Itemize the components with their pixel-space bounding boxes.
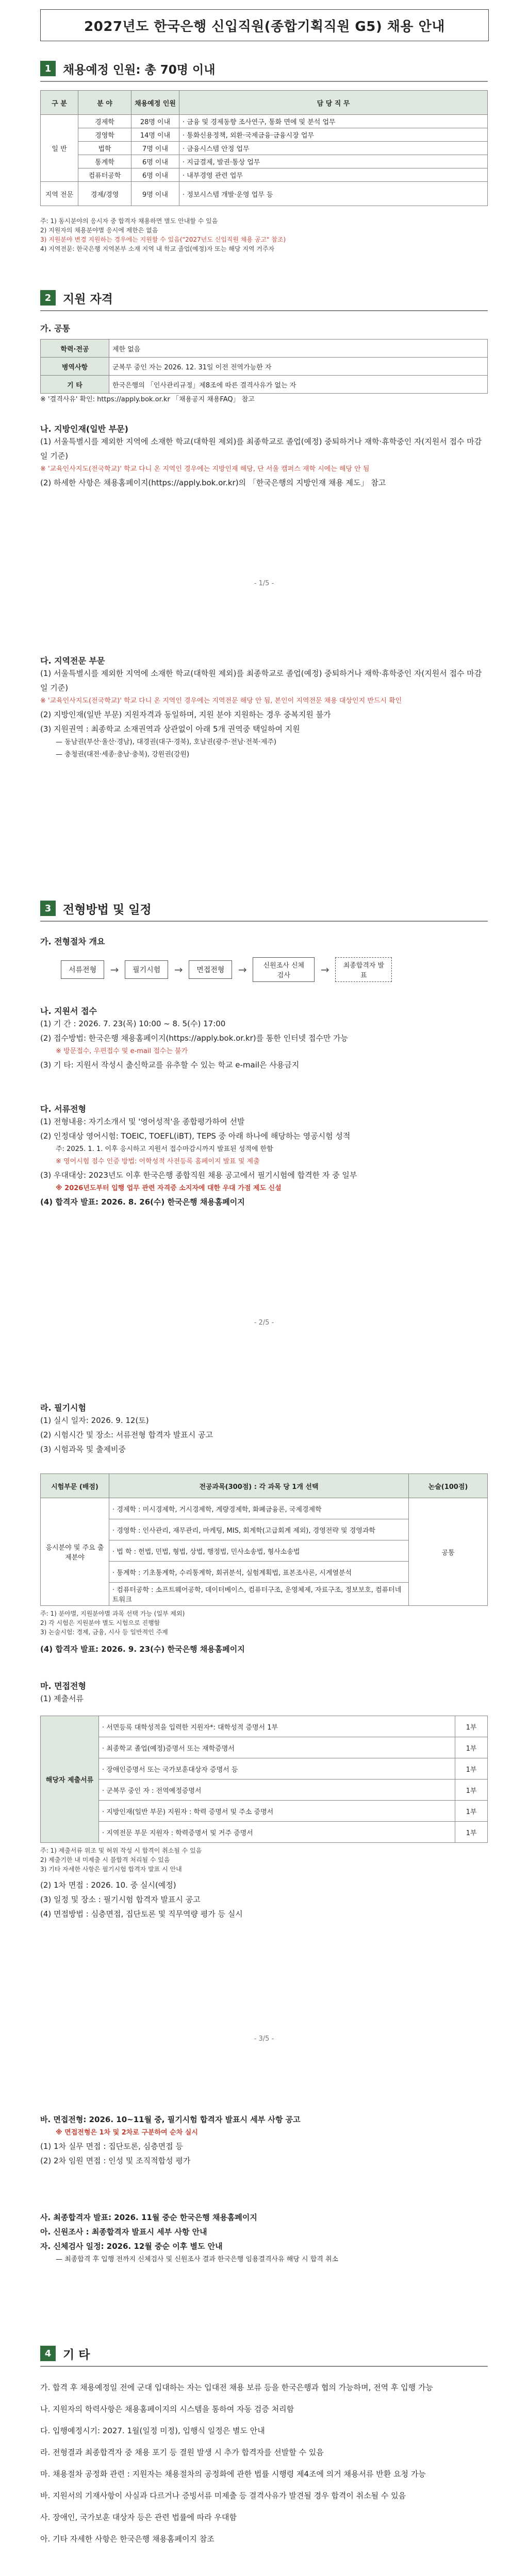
- final-steps: [40, 2210, 488, 2266]
- doc-name: · 군복무 중인 자 : 전역예정증명서: [99, 1780, 455, 1801]
- row-field: 통계학: [78, 155, 131, 168]
- subsection-title: 마. 면접전형: [40, 1681, 86, 1691]
- section-number: 3: [40, 901, 56, 916]
- th-count: 채용예정 인원: [131, 91, 179, 115]
- subsection-title: 다. 서류전형: [40, 1104, 86, 1114]
- th-prefix: 구 분: [41, 91, 78, 115]
- section-divider: [40, 81, 488, 82]
- exam-subject: · 통계학 : 기초통계학, 수리통계학, 회귀분석, 실험계획법, 표본조사론, 시계열분석: [109, 1562, 409, 1583]
- exam-group: 응시분야 및 주요 출제분야: [41, 1498, 109, 1606]
- paragraph: 라. 전형결과 최종합격자 중 채용 포기 등 결원 발생 시 추가 합격자를 선발할 수 있음: [40, 2448, 324, 2457]
- qual-key: 학력·전공: [41, 340, 109, 358]
- note-line: 주: 1) 분야별, 지원분야별 과목 선택 가능 (일부 제외): [40, 1610, 185, 1617]
- paragraph: (4) 면접방법 : 심층면접, 집단토론 및 직무역량 평가 등 실시: [40, 1909, 243, 1919]
- exam-subject: · 경영학 : 인사관리, 재무관리, 마케팅, MIS, 회계학(고급회계 제외), 경영전략 및 경영과학: [109, 1519, 409, 1540]
- qual-key: 병역사항: [41, 358, 109, 376]
- paragraph-sub: — 충청권(대전·세종·충남·충북), 강원권(강원): [56, 751, 190, 758]
- paragraph: (1) 전형내용: 자기소개서 및 '영어성적'을 종합평가하여 선발: [40, 1117, 245, 1126]
- docs-group: 해당자 제출서류: [41, 1716, 99, 1843]
- flow-step: 필기시험: [125, 960, 168, 979]
- docs-table: [40, 1716, 488, 1921]
- section-1: [40, 59, 488, 82]
- subsection-title: 나. 지방인재(일반 부문): [40, 424, 128, 434]
- paragraph: (4) 합격자 발표: 2026. 8. 26(수) 한국은행 채용홈페이지: [40, 1197, 245, 1207]
- note-line: 2) 제출기한 내 미제출 시 불합격 처리될 수 있음: [40, 1856, 170, 1863]
- recruit-table: [40, 90, 488, 206]
- section-divider: [40, 921, 488, 922]
- row-count: 7명 이내: [131, 142, 179, 155]
- note-line: 3) 기타 자세한 사항은 필기시험 합격자 발표 시 안내: [40, 1866, 182, 1873]
- recruit-notes: [40, 216, 488, 253]
- section-title: 기 타: [63, 2348, 90, 2362]
- paragraph: (1) 1차 실무 면접 : 집단토론, 심층면접 등: [40, 2142, 183, 2151]
- paragraph: (3) 일정 및 장소 : 필기시험 합격자 발표시 공고: [40, 1895, 201, 1904]
- section-3: [40, 899, 488, 922]
- row-count: 28명 이내: [131, 115, 179, 128]
- note-line: 주: 1) 제출서류 위조 및 허위 작성 시 합격이 취소될 수 있음: [40, 1847, 202, 1854]
- doc-count: 1부: [455, 1822, 488, 1843]
- subsection-title: 다. 지역전문 부문: [40, 656, 105, 666]
- row-field: 법학: [78, 142, 131, 155]
- note-line: 3) 지원분야 변경 지원하는 경우에는 지원할 수 있음("2027년도 신입직원 채용 공고" 참조): [40, 236, 286, 243]
- page-number: - 3/5 -: [254, 2035, 274, 2043]
- row-duty: · 금융시스템 안정 업무: [179, 142, 488, 155]
- paragraph: (1) 제출서류: [40, 1694, 84, 1703]
- paragraph: (2) 지방인재(일반 부문) 지원자격과 동일하며, 지원 분야 지원하는 경우 중복지원 불가: [40, 710, 331, 719]
- doc-name: · 지방인재(일반 부문) 지원자 : 학력 증명서 및 주소 증명서: [99, 1801, 455, 1822]
- flow-step: 신원조사 신체검사: [253, 957, 315, 982]
- paragraph-note: ※ '교육인사지도(전국학교)' 학교 다니 온 지역인 경우에는 지방인재 해당, 단 서울 캠퍼스 재학 시에는 해당 안 됨: [40, 465, 370, 473]
- th-duty: 담 당 직 무: [179, 91, 488, 115]
- page-number: - 1/5 -: [254, 580, 274, 587]
- paragraph: (1) 서울특별시를 제외한 지역에 소재한 학교(대학원 제외)를 최종학교로 졸업(예정) 중퇴하거나 재학·휴학중인 자(지원서 접수 마감일 기준): [40, 669, 482, 692]
- section-divider: [40, 2366, 488, 2367]
- page-number: - 2/5 -: [254, 1319, 274, 1327]
- doc-count: 1부: [455, 1737, 488, 1758]
- paragraph-note: ※ 영어시험 점수 인증 방법: 어학성적 사전등록 홈페이지 발표 및 제출: [56, 1158, 260, 1165]
- doc-name: · 최종학교 졸업(예정)증명서 또는 재학증명서: [99, 1737, 455, 1758]
- section-number: 2: [40, 290, 56, 306]
- paragraph: (3) 우대대상: 2023년도 이후 한국은행 종합직원 채용 공고에서 필기시험에 합격한 자 중 일부: [40, 1171, 357, 1180]
- row-duty: · 통화신용정책, 외환·국제금융·금융시장 업무: [179, 128, 488, 142]
- paragraph: 아. 기타 자세한 사항은 한국은행 채용홈페이지 참조: [40, 2534, 214, 2544]
- row-duty: · 정보시스템 개발·운영 업무 등: [179, 182, 488, 206]
- document-screening: [40, 1103, 488, 1209]
- exam-table: [40, 1473, 488, 1656]
- row-count: 9명 이내: [131, 182, 179, 206]
- qual-value: 군복무 중인 자는 2026. 12. 31일 이전 전역가능한 자: [109, 358, 488, 376]
- row-field: 컴퓨터공학: [78, 168, 131, 182]
- exam-subject: · 경제학 : 미시경제학, 거시경제학, 계량경제학, 화폐금융론, 국제경제학: [109, 1498, 409, 1519]
- flow-step: 면접전형: [189, 960, 232, 979]
- qual-key: 기 타: [41, 376, 109, 394]
- row-duty: · 금융 및 경제동향 조사연구, 통화 면에 및 분석 업무: [179, 115, 488, 128]
- written-exam: [40, 1401, 488, 1456]
- regional-expert: [40, 654, 488, 761]
- docs-notes: [40, 1846, 488, 1874]
- section-2: [40, 289, 488, 311]
- paragraph: (1) 서울특별시를 제외한 지역에 소재한 학교(대학원 제외)를 최종학교로 졸업(예정) 중퇴하거나 재학·휴학중인 자(지원서 접수 마감일 기준): [40, 437, 482, 461]
- row-field: 경제학: [78, 115, 131, 128]
- row-group: 일 반: [41, 115, 78, 182]
- section-number: 1: [40, 61, 56, 76]
- paragraph: 마. 채용절차 공정화 관련 : 지원자는 채용절차의 공정화에 관한 법률 시행령 제4조에 의거 채용서류 반환 요청 가능: [40, 2469, 426, 2479]
- paragraph-note: ※ 면접전형은 1차 및 2차로 구분하여 순차 실시: [56, 2129, 198, 2137]
- th-field: 분 야: [78, 91, 131, 115]
- row-duty: · 내부경영 관련 업무: [179, 168, 488, 182]
- process-overview: [40, 935, 488, 982]
- arrow-right-icon: →: [174, 963, 183, 976]
- exam-head: 시험부문 (배점): [41, 1474, 109, 1498]
- paragraph: 가. 합격 후 채용예정일 전에 군대 입대하는 자는 입대전 채용 보류 등을 한국은행과 협의 가능하며, 전역 후 입행 가능: [40, 2383, 433, 2392]
- paragraph: 나. 지원자의 학력사항은 채용홈페이지의 시스템을 통하여 자동 검증 처리함: [40, 2404, 294, 2414]
- paragraph: (1) 실시 일자: 2026. 9. 12(토): [40, 1416, 149, 1425]
- note-line: 주: 1) 동시분야의 응시자 중 합격자 채용하면 별도 안내할 수 있음: [40, 217, 218, 225]
- exam-common: 공통: [409, 1498, 488, 1606]
- exam-notes: [40, 1609, 488, 1637]
- paragraph-note: ※ 방문접수, 우편접수 및 e-mail 접수는 불가: [56, 1047, 188, 1055]
- section-title: 지원 자격: [63, 292, 113, 306]
- exam-head: 전공과목(300점) : 각 과목 당 1개 선택: [109, 1474, 409, 1498]
- paragraph: (1) 기 간 : 2026. 7. 23(목) 10:00 ~ 8. 5(수) 17:00: [40, 1019, 226, 1028]
- process-flow: [61, 957, 488, 982]
- paragraph: (3) 기 타: 지원서 작성시 출신학교를 유추할 수 있는 학교 e-mail은 사용금지: [40, 1060, 300, 1070]
- common-qualification: [40, 322, 488, 406]
- local-talent: [40, 422, 488, 490]
- row-count: 14명 이내: [131, 128, 179, 142]
- section-4: [40, 2344, 488, 2367]
- paragraph-note: ※ 2026년도부터 입행 업무 관련 자격증 소지자에 대한 우대 가점 제도 신설: [56, 1184, 282, 1192]
- paragraph: (2) 시험시간 및 장소: 서류전형 합격자 발표시 공고: [40, 1430, 213, 1439]
- note-line: 4) 지역전문: 한국은행 지역본부 소재 지역 내 학교 졸업(예정)자 또는 해당 지역 거주자: [40, 245, 275, 252]
- arrow-right-icon: →: [320, 963, 329, 976]
- arrow-right-icon: →: [238, 963, 247, 976]
- note-line: 2) 각 시험은 지원분야 별도 시험으로 진행함: [40, 1619, 160, 1626]
- paragraph: 바. 면접전형: 2026. 10~11월 중, 필기시험 합격자 발표시 세부 사항 공고: [40, 2115, 301, 2124]
- paragraph: 자. 신체검사 일정: 2026. 12월 중순 이후 별도 안내: [40, 2242, 223, 2251]
- flow-step: 최종합격자 발표: [335, 957, 392, 982]
- exam-head: 논술(100점): [409, 1474, 488, 1498]
- paragraph: (2) 하세한 사항은 채용홈페이지(https://apply.bok.or.kr)의 「한국은행의 지방인재 채용 제도」 참고: [40, 478, 386, 487]
- doc-count: 1부: [455, 1716, 488, 1737]
- paragraph: 다. 입행예정시기: 2027. 1월(일정 미정), 입행식 일정은 별도 안내: [40, 2426, 265, 2435]
- row-field: 경제/경영: [78, 182, 131, 206]
- interview-final: [40, 2112, 488, 2168]
- application-intake: [40, 1005, 488, 1072]
- qual-value: 제한 없음: [109, 340, 488, 358]
- paragraph: (3) 시험과목 및 출제비중: [40, 1445, 126, 1454]
- row-group: 지역 전문: [41, 182, 78, 206]
- doc-name: · 지역전문 부문 지원자 : 학력증명서 및 거주 증명서: [99, 1822, 455, 1843]
- paragraph: (2) 2차 임원 면접 : 인성 및 조직적합성 평가: [40, 2156, 191, 2165]
- paragraph: (2) 인정대상 영어시험: TOEIC, TOEFL(iBT), TEPS 중 아래 하나에 해당하는 영공시험 성적: [40, 1131, 351, 1141]
- paragraph: 아. 신원조사 : 최종합격자 발표시 세부 사항 안내: [40, 2227, 207, 2236]
- paragraph: (2) 접수방법: 한국은행 채용홈페이지(https://apply.bok.or.kr)를 통한 인터넷 접수만 가능: [40, 1033, 349, 1043]
- paragraph-sub: — 최종합격 후 입행 전까지 신체검사 및 신원조사 결과 한국은행 임용결격사유 해당 시 합격 취소: [56, 2256, 339, 2263]
- misc-list: [40, 2380, 488, 2553]
- paragraph: 사. 장애인, 국가보훈 대상자 등은 관련 법률에 따라 우대함: [40, 2513, 237, 2522]
- subsection-title: 나. 지원서 접수: [40, 1006, 97, 1016]
- subsection-title: 가. 전형절차 개요: [40, 937, 105, 946]
- section-number: 4: [40, 2346, 56, 2361]
- qual-value: 한국은행의 「인사관리규정」제8조에 따른 결격사유가 없는 자: [109, 376, 488, 394]
- note-line: 3) 논술시험: 경제, 금융, 시사 등 일반적인 주제: [40, 1629, 168, 1636]
- paragraph: 사. 최종합격자 발표: 2026. 11월 중순 한국은행 채용홈페이지: [40, 2213, 257, 2222]
- qual-note: ※ '결격사유' 확인: https://apply.bok.or.kr 「채용공지 채용FAQ」 참고: [40, 396, 255, 403]
- paragraph-note: 주: 2025. 1. 1. 이후 응시하고 지원서 접수마감시까지 발표된 성적에 한함: [56, 1145, 273, 1153]
- doc-name: · 서면등록 대학성적을 입력한 지원자*: 대학성적 증명서 1부: [99, 1716, 455, 1737]
- arrow-right-icon: →: [110, 963, 119, 976]
- page-title: 2027년도 한국은행 신입직원(종합기획직원 G5) 채용 안내: [40, 9, 489, 41]
- doc-name: · 장애인증명서 또는 국가보훈대상자 증명서 등: [99, 1758, 455, 1780]
- section-divider: [40, 310, 488, 311]
- interview: [40, 1680, 488, 1706]
- exam-subject: · 컴퓨터공학 : 소프트웨어공학, 데이터베이스, 컴퓨터구조, 운영체제, 자료구조, 정보보호, 컴퓨터네트워크: [109, 1583, 409, 1606]
- row-count: 6명 이내: [131, 155, 179, 168]
- flow-step: 서류전형: [61, 960, 104, 979]
- paragraph: (3) 지원권역 : 최종학교 소재권역과 상관없이 아래 5개 권역중 택일하여 지원: [40, 724, 300, 734]
- doc-count: 1부: [455, 1801, 488, 1822]
- row-count: 6명 이내: [131, 168, 179, 182]
- row-duty: · 지급결제, 발권·통상 업무: [179, 155, 488, 168]
- row-field: 경영학: [78, 128, 131, 142]
- paragraph: 바. 지원서의 기재사항이 사실과 다르거나 증빙서류 미제출 등 결격사유가 발견될 경우 합격이 취소될 수 있음: [40, 2491, 406, 2500]
- paragraph: (2) 1차 면접 : 2026. 10. 중 실시(예정): [40, 1880, 176, 1890]
- paragraph-note: ※ '교육인사지도(전국학교)' 학교 다니 온 지역인 경우에는 지역전문 해당 안 됨, 본인이 지역전문 채용 대상인지 반드시 확인: [40, 697, 402, 705]
- note-line: 2) 지원자의 채용분야별 응시에 제한은 없음: [40, 227, 158, 234]
- doc-count: 1부: [455, 1758, 488, 1780]
- paragraph: (4) 합격자 발표: 2026. 9. 23(수) 한국은행 채용홈페이지: [40, 1645, 245, 1654]
- subsection-title: 라. 필기시험: [40, 1403, 86, 1413]
- subsection-title: 가. 공통: [40, 324, 71, 333]
- paragraph-sub: — 동남권(부산·울산·경남), 대경권(대구·경북), 호남권(광주·전남·전북·제주): [56, 738, 276, 746]
- section-title: 채용예정 인원: 총 70명 이내: [63, 63, 216, 77]
- exam-subject: · 법 학 : 헌법, 민법, 형법, 상법, 행정법, 민사소송법, 형사소송법: [109, 1540, 409, 1562]
- doc-count: 1부: [455, 1780, 488, 1801]
- section-title: 전형방법 및 일정: [63, 903, 152, 917]
